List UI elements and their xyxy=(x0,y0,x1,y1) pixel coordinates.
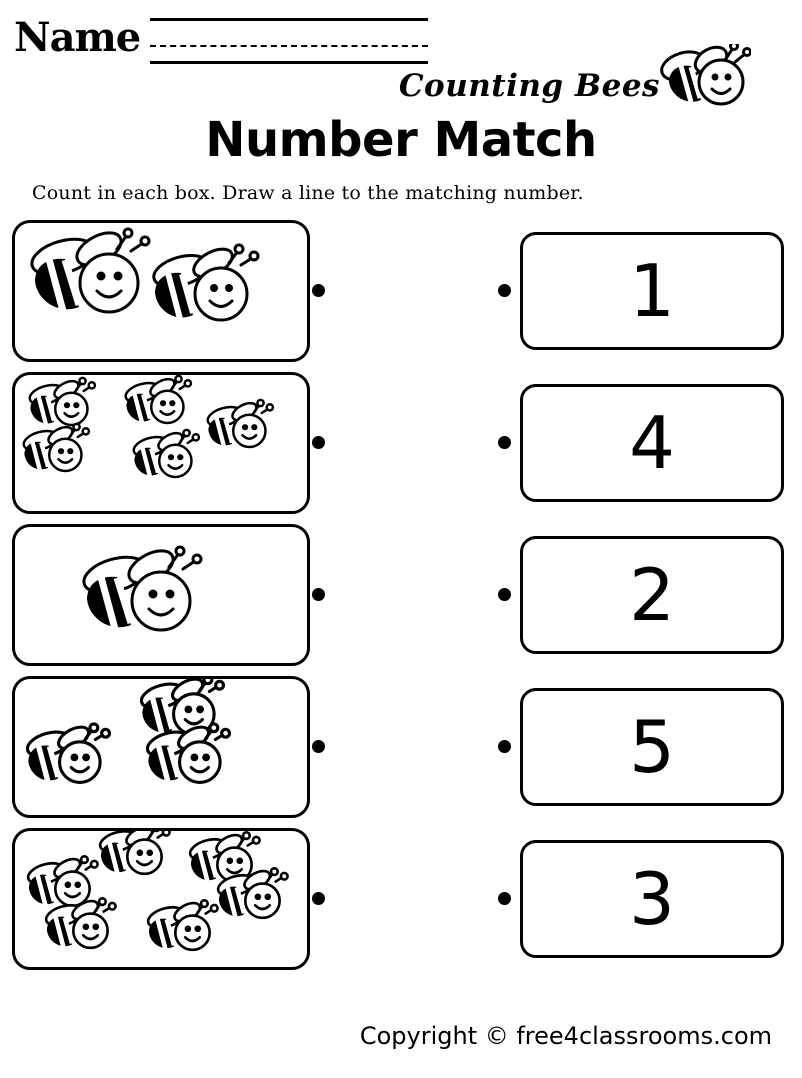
name-writing-line-top xyxy=(150,18,428,21)
number-label: 1 xyxy=(629,249,675,333)
number-label: 5 xyxy=(629,705,675,789)
connector-dot-right[interactable] xyxy=(498,892,511,905)
number-box[interactable] xyxy=(520,232,784,350)
connector-dot-right[interactable] xyxy=(498,436,511,449)
name-writing-line-middle xyxy=(150,45,428,47)
page-title: Number Match xyxy=(205,112,597,168)
match-row xyxy=(0,824,802,976)
picture-box xyxy=(12,372,310,514)
worksheet-subtitle: Counting Bees xyxy=(398,68,660,104)
match-row xyxy=(0,672,802,824)
number-label: 2 xyxy=(629,553,675,637)
picture-box xyxy=(12,676,310,818)
picture-box xyxy=(12,828,310,970)
name-field-row xyxy=(14,6,434,68)
picture-box xyxy=(12,220,310,362)
bee-icon xyxy=(655,44,751,116)
connector-dot-right[interactable] xyxy=(498,588,511,601)
number-box[interactable] xyxy=(520,688,784,806)
copyright-text: Copyright © free4classrooms.com xyxy=(359,1022,772,1050)
connector-dot-right[interactable] xyxy=(498,740,511,753)
match-row xyxy=(0,216,802,368)
instructions-text: Count in each box. Draw a line to the matching number. xyxy=(32,182,584,204)
picture-box xyxy=(12,524,310,666)
match-rows xyxy=(0,216,802,976)
name-writing-line-bottom xyxy=(150,61,428,64)
connector-dot-left[interactable] xyxy=(312,588,325,601)
name-label: Name xyxy=(14,14,141,61)
connector-dot-left[interactable] xyxy=(312,892,325,905)
number-label: 4 xyxy=(629,401,675,485)
connector-dot-left[interactable] xyxy=(312,740,325,753)
match-row xyxy=(0,520,802,672)
connector-dot-left[interactable] xyxy=(312,436,325,449)
number-box[interactable] xyxy=(520,840,784,958)
connector-dot-left[interactable] xyxy=(312,284,325,297)
number-label: 3 xyxy=(629,857,675,941)
number-box[interactable] xyxy=(520,536,784,654)
number-box[interactable] xyxy=(520,384,784,502)
connector-dot-right[interactable] xyxy=(498,284,511,297)
match-row xyxy=(0,368,802,520)
